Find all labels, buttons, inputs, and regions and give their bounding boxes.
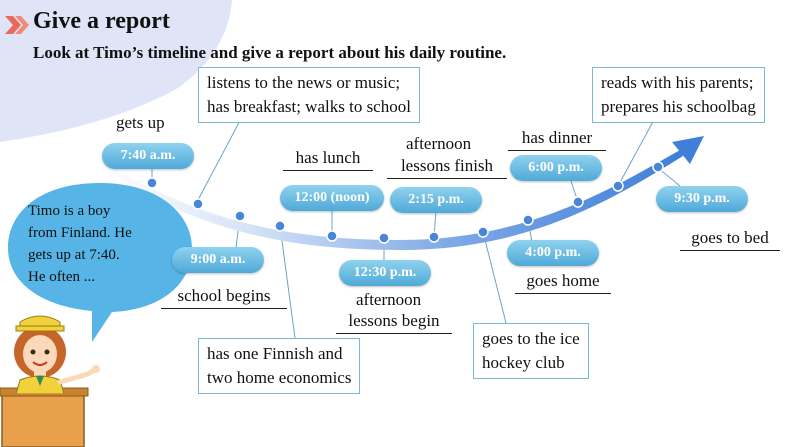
event-box-evening-line2: prepares his schoolbag [601, 97, 756, 116]
bubble-line-3: gets up at 7:40. [28, 247, 120, 263]
dot-club [478, 227, 488, 237]
label-afternoon-begin-2: lessons begin [336, 311, 452, 334]
label-school-begins: school begins [161, 286, 287, 309]
event-box-evening [592, 67, 765, 123]
event-box-club-line1: goes to the ice [482, 329, 580, 348]
connector-club [483, 232, 506, 323]
dot-1230 [379, 233, 389, 243]
event-box-morning-line2: has breakfast; walks to school [207, 97, 411, 116]
dot-lessons [275, 221, 285, 231]
label-gets-up: gets up [116, 113, 165, 132]
label-afternoon-begin-1: afternoon [356, 290, 422, 309]
event-box-club [473, 323, 589, 379]
event-box-lessons-line1: has one Finnish and [207, 344, 343, 363]
dot-morning [193, 199, 203, 209]
label-afternoon-finish-2: lessons finish [387, 156, 507, 179]
chevron-arrow-icon [5, 16, 31, 34]
page-subtitle: Look at Timo’s timeline and give a report about his daily routine. [33, 43, 507, 62]
dot-0930 [653, 162, 663, 172]
time-pill-0215: 2:15 p.m. [390, 187, 482, 213]
time-pill-0600: 6:00 p.m. [510, 155, 602, 181]
event-box-evening-line1: reads with his parents; [601, 73, 754, 92]
connector-morning [198, 115, 243, 200]
teacher-figure-icon [6, 314, 106, 394]
time-pill-0400: 4:00 p.m. [507, 240, 599, 266]
event-box-lessons [198, 338, 360, 394]
dot-0740 [147, 178, 157, 188]
dot-1200 [327, 231, 337, 241]
time-pill-0900: 9:00 a.m. [172, 247, 264, 273]
event-box-club-line2: hockey club [482, 353, 565, 372]
time-pill-0740: 7:40 a.m. [102, 143, 194, 169]
desk [2, 394, 84, 447]
label-has-dinner: has dinner [508, 128, 606, 151]
bubble-line-1: Timo is a boy [28, 203, 111, 219]
speech-bubble-text [28, 200, 168, 288]
label-goes-to-bed: goes to bed [680, 228, 780, 251]
event-box-morning-line1: listens to the news or music; [207, 73, 401, 92]
bubble-line-2: from Finland. He [28, 225, 132, 241]
time-pill-1200: 12:00 (noon) [280, 185, 384, 211]
page-title: Give a report [33, 8, 170, 34]
dot-evening [613, 181, 623, 191]
connector-lessons [280, 226, 295, 338]
label-has-lunch: has lunch [283, 148, 373, 171]
bubble-line-4: He often ... [28, 269, 96, 285]
dot-0600 [573, 197, 583, 207]
dot-0400 [523, 215, 533, 225]
dot-0900 [235, 211, 245, 221]
time-pill-0930: 9:30 p.m. [656, 186, 748, 212]
time-pill-1230: 12:30 p.m. [339, 260, 431, 286]
label-goes-home: goes home [515, 271, 611, 294]
label-afternoon-finish-1: afternoon [406, 134, 472, 153]
event-box-morning [198, 67, 420, 123]
dot-0215 [429, 232, 439, 242]
event-box-lessons-line2: two home economics [207, 368, 352, 387]
